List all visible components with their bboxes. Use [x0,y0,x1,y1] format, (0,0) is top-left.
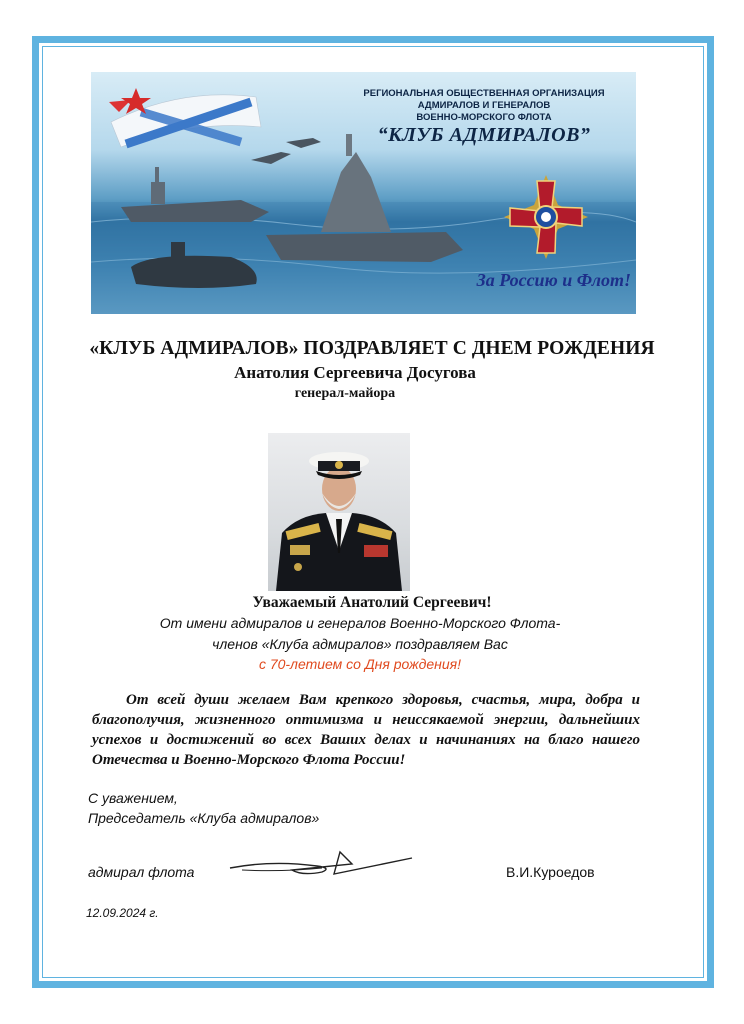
letter-title: «КЛУБ АДМИРАЛОВ» ПОЗДРАВЛЯЕТ С ДНЕМ РОЖДЕНИЯ [89,338,655,359]
recipient-portrait [268,433,410,591]
closing-position: Председатель «Клуба адмиралов» [88,810,320,826]
congrats-line-3: с 70-летием со Дня рождения! [258,656,462,672]
wishes-paragraph: От всей души желаем Вам крепкого здоровья, счастья, мира, добра и благополучия, жизненного оптимизма и неиссякаемой энергии, дальнейших успехов и достижений во всех Ваших делах и начинаниях на благо нашего Отечества и Военно-Морского Флота России! [92,692,640,768]
congrats-line-1: От имени адмиралов и генералов Военно-Морского Флота- [159,615,561,631]
club-name: “КЛУБ АДМИРАЛОВ” [377,124,591,146]
portrait-figure [268,433,410,591]
organization-name: РЕГИОНАЛЬНАЯ ОБЩЕСТВЕННАЯ ОРГАНИЗАЦИЯ АДМИРАЛОВ И ГЕНЕРАЛОВ ВОЕННО-МОРСКОГО ФЛОТА [363,88,605,123]
recipient-rank: генерал-майора [294,386,396,401]
signer-rank: адмирал флота [88,864,195,880]
greeting: Уважаемый Анатолий Сергеевич! [252,594,492,611]
signer-name: В.И.Куроедов [506,864,595,880]
closing-block [88,788,319,828]
carrier-ship-icon [121,167,269,222]
jet-icon [286,138,321,148]
letter-date: 12.09.2024 г. [86,906,159,920]
header-banner [91,72,636,314]
closing-regards: С уважением, [88,790,178,806]
congrats-line-2: членов «Клуба адмиралов» поздравляем Вас [212,636,508,652]
jet-icon [251,152,291,164]
signature-icon [222,846,422,882]
recipient-name: Анатолия Сергеевича Досугова [234,363,476,382]
cruiser-ship-icon [266,134,463,262]
motto: За Россию и Флот! [476,270,631,290]
